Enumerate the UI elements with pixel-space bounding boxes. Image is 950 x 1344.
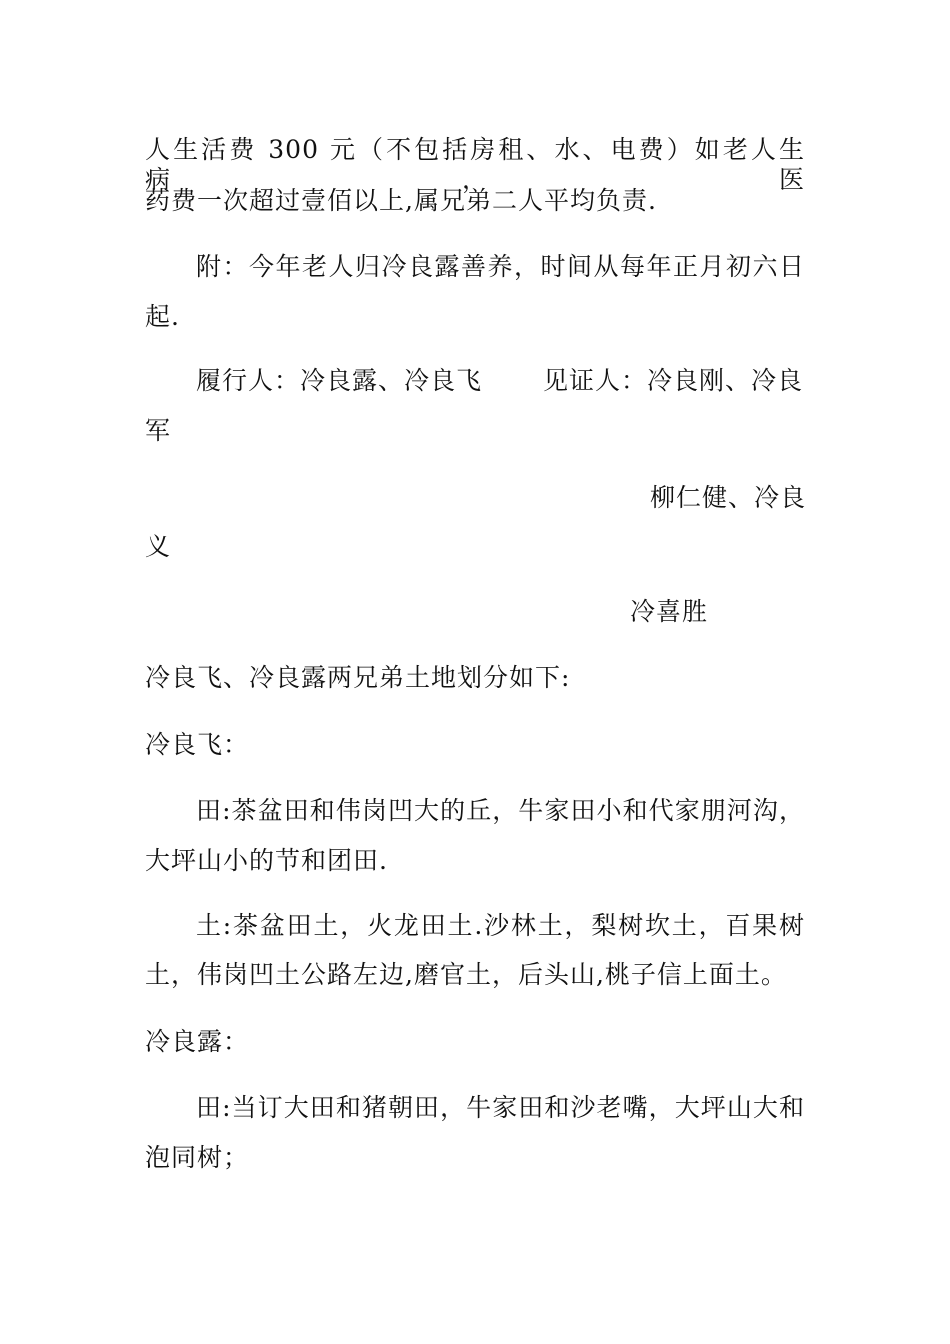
performer-label: 履行人：冷良露、冷良飞	[196, 366, 483, 395]
witness-line-2-continued: 义	[145, 532, 172, 561]
person-heading-2: 冷良露：	[145, 1027, 250, 1056]
soil-line-2: 土，伟岗凹土公路左边,磨官土，后头山,桃子信上面土。	[145, 960, 787, 989]
field-line-1: 田:茶盆田和伟岗凹大的丘，牛家田小和代家朋河沟，	[196, 796, 805, 825]
witness-continued: 军	[145, 416, 172, 445]
section-heading: 冷良飞、冷良露两兄弟土地划分如下:	[145, 663, 571, 692]
text-line-2: 药费一次超过壹佰以上,属兄弟二人平均负责.	[145, 186, 657, 215]
text-line-1: 人生活费 300 元（不包括房租、水、电费）如老人生病，医	[145, 135, 805, 194]
field-line-4: 泡同树；	[145, 1143, 250, 1172]
field-line-2: 大坪山小的节和团田.	[145, 846, 388, 875]
field-line-3: 田:当订大田和猪朝田，牛家田和沙老嘴，大坪山大和	[196, 1093, 805, 1122]
witness-label: 见证人：冷良刚、冷良	[543, 366, 804, 395]
witness-line-2: 柳仁健、冷良	[650, 483, 807, 512]
text-line-3: 附：今年老人归冷良露善养，时间从每年正月初六日	[196, 252, 805, 281]
person-heading-1: 冷良飞：	[145, 730, 250, 759]
text-line-4: 起.	[145, 302, 180, 331]
witness-line-3: 冷喜胜	[630, 597, 709, 626]
soil-line-1: 土:茶盆田土，火龙田土.沙林土，梨树坎土，百果树	[196, 911, 805, 940]
